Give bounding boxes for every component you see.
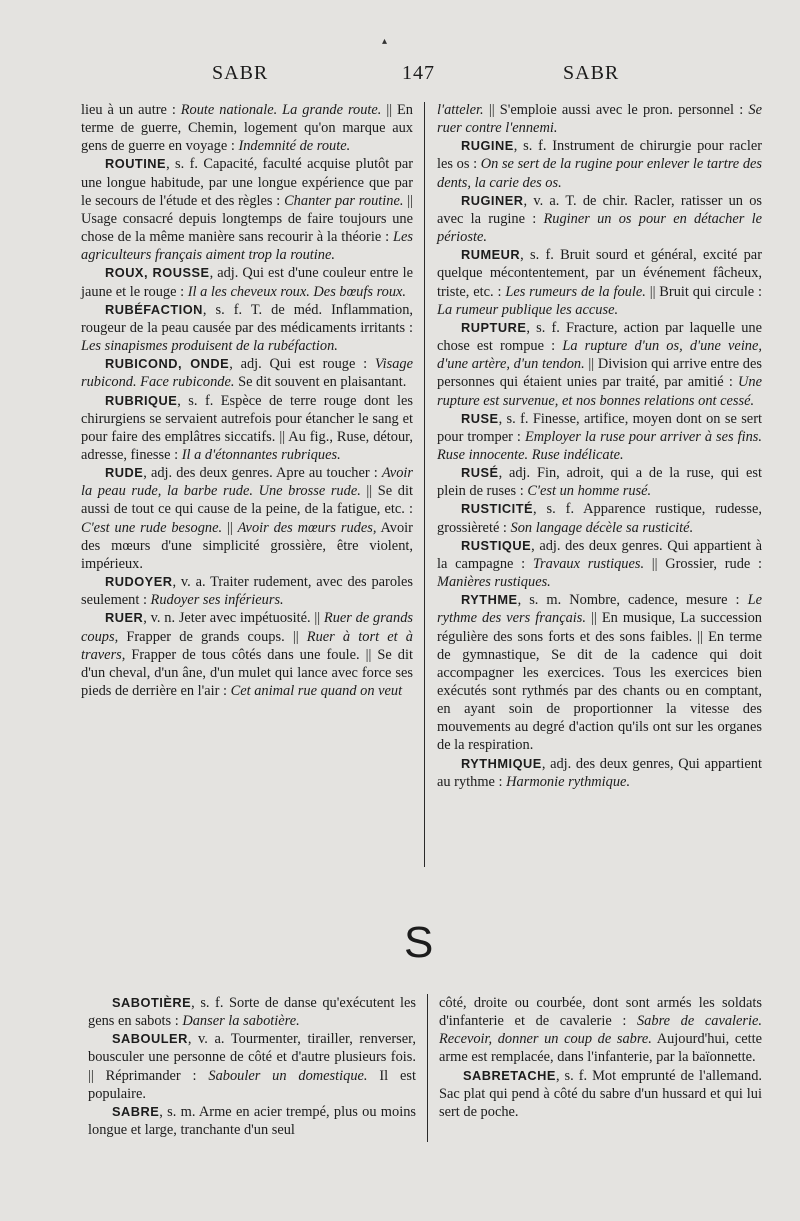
dictionary-entry	[81, 392, 413, 465]
definition-text: , s. f. Instrument de chirurgie pour racler les os :	[437, 138, 762, 173]
dictionary-entry	[81, 609, 413, 700]
definition-text: Il est populaire.	[88, 1067, 416, 1102]
running-head	[0, 62, 800, 92]
column-top-right	[437, 101, 762, 791]
definition-text: Aujourd'hui, cette arme est remplacée, dans l'infanterie, par la baïonnette.	[439, 1031, 762, 1066]
example-text: Avoir la peau rude, la barbe rude. Une brosse rude.	[81, 465, 413, 500]
example-text: Indemnité de route.	[238, 138, 351, 155]
definition-text: , v. a. Traiter rudement, avec des paroles seulement :	[81, 574, 413, 609]
definition-text: Se dit souvent en plaisantant.	[234, 374, 407, 391]
definition-text: , adj. des deux genres. Apre au toucher :	[143, 465, 382, 482]
example-text: Les sinapismes produisent de la rubéfaction.	[81, 338, 338, 355]
definition-text: , s. f. T. de méd. Inflammation, rougeur de la peau causée par des médicaments irritants :	[81, 301, 413, 336]
headword: RUSE	[461, 410, 499, 426]
example-text: On se sert de la rugine pour enlever le tartre des dents, la carie des os.	[437, 156, 763, 191]
headword: RUER	[105, 610, 144, 626]
example-text: Les agriculteurs français aiment trop la routine.	[81, 229, 413, 264]
definition-text: , s. f. Fracture, action par laquelle une chose est rompue :	[437, 319, 762, 355]
column-divider-top	[424, 102, 425, 867]
dictionary-entry	[437, 137, 762, 191]
example-text: Une rupture est survenue, et nos bonnes relations ont cessé.	[437, 374, 762, 409]
example-text: Danser la sabotière.	[182, 1013, 300, 1030]
dictionary-entry	[88, 994, 416, 1030]
example-text: Sabre de cavalerie. Recevoir, donner un coup de sabre.	[439, 1013, 763, 1048]
dictionary-entry	[437, 410, 762, 464]
example-text: Son langage décèle sa rusticité.	[510, 519, 694, 536]
example-text: La rumeur publique les accuse.	[437, 301, 619, 318]
headword: RUDE	[105, 465, 144, 481]
definition-text: , v. a. T. de chir. Racler, ratisser un os avec la rugine :	[437, 192, 762, 227]
example-text: Il a les cheveux roux. Des bœufs roux.	[187, 283, 407, 300]
example-text: Les rumeurs de la foule.	[505, 283, 646, 300]
definition-text: || Usage consacré depuis longtemps de faire toujours une chose de la même manière sans recourir à la théorie :	[81, 192, 413, 246]
example-text: Harmonie rythmique.	[506, 773, 631, 790]
headword: SABRETACHE	[463, 1067, 556, 1083]
example-text: Manières rustiques.	[437, 574, 551, 591]
example-text: Cet animal rue quand on veut	[230, 683, 403, 699]
definition-text: || Bruit qui circule :	[645, 283, 762, 300]
headword: RUGINER	[461, 192, 524, 208]
dictionary-entry	[437, 591, 762, 754]
definition-text: || Se dit aussi de tout ce qui cause de la peine, de la fatigue, etc. :	[81, 483, 414, 518]
example-text: Se ruer contre l'ennemi.	[437, 102, 762, 137]
running-head-right: SABR	[563, 62, 620, 84]
definition-text: || En terme de guerre, Chemin, logement qu'on marque aux gens de guerre en voyage :	[81, 102, 413, 155]
definition-text: || En musique, La succession régulière des sons forts et des sons faibles. || En terme de gymnastique, Se dit de la cadence qui doit accompagner les exercices. Tous les exercices bien exécutés sont rythmés par des chants ou en comptant, en ayant soin de proportionner la vitesse des mouvements au degré d'action qu'ils ont sur les organes de la respiration.	[437, 610, 763, 754]
headword: RUDOYER	[105, 574, 173, 590]
example-text: C'est un homme rusé.	[527, 483, 652, 500]
headword: RUSTIQUE	[461, 537, 532, 553]
example-text: Il a d'étonnantes rubriques.	[181, 446, 341, 463]
example-text: Rudoyer ses inférieurs.	[150, 592, 284, 609]
definition-text: , s. m. Arme en acier trempé, plus ou moins longue et large, tranchante d'un seul	[88, 1103, 416, 1139]
example-text: l'atteler.	[437, 102, 484, 118]
headword: RUPTURE	[461, 319, 527, 335]
definition-text: || Grossier, rude :	[644, 555, 762, 572]
definition-text: , s. f. Espèce de terre rouge dont les chirurgiens se servaient autrefois pour étancher le sang et pour faire des emplâtres siccatifs. || Au fig., Ruse, détour, adresse, finesse :	[81, 392, 413, 463]
example-text: Le rythme des vers français.	[437, 592, 762, 627]
definition-text: , s. m. Nombre, cadence, mesure :	[517, 592, 748, 609]
example-text: Travaux rustiques.	[532, 555, 645, 572]
example-text: La rupture d'un os, d'une veine, d'une artère, d'un tendon.	[437, 338, 762, 373]
headword: RUBÉFACTION	[105, 301, 203, 317]
headword: ROUTINE	[105, 156, 167, 172]
dictionary-entry	[81, 264, 413, 300]
section-letter: S	[404, 918, 434, 967]
dictionary-entry	[437, 246, 762, 319]
entry-continuation	[437, 101, 762, 137]
dictionary-entry	[81, 355, 413, 391]
definition-text: , s. f. Capacité, faculté acquise plutôt par une longue habitude, par une longue expérience que par le secours de l'étude et des règles :	[81, 156, 413, 209]
headword: RUBRIQUE	[105, 392, 178, 408]
dictionary-entry	[88, 1030, 416, 1103]
dictionary-entry	[81, 155, 413, 264]
definition-text: Avoir des mœurs d'une simplicité grossière, être violent, impérieux.	[81, 519, 413, 572]
definition-text: , s. f. Bruit sourd et général, excité par quelque mécontentement, par un événement fâcheux, triste, etc. :	[437, 247, 762, 300]
example-text: Sabouler un domestique.	[208, 1067, 368, 1084]
dictionary-entry	[81, 301, 413, 355]
example-text: Route nationale. La grande route.	[180, 102, 382, 118]
column-top-left	[81, 101, 413, 700]
example-text: Ruginer un os pour en détacher le périoste.	[437, 210, 762, 246]
example-text: Avoir des mœurs rudes,	[237, 519, 377, 536]
headword: ROUX, ROUSSE	[105, 265, 210, 281]
headword: RUBICOND, ONDE	[105, 356, 230, 372]
dictionary-entry	[437, 755, 762, 791]
dictionary-entry	[81, 573, 413, 609]
definition-text: , adj. Fin, adroit, qui a de la ruse, qui est plein de ruses :	[437, 465, 762, 500]
definition-text: || S'emploie aussi avec le pron. personnel :	[483, 102, 749, 118]
headword: RYTHMIQUE	[461, 755, 542, 771]
page-number: 147	[402, 62, 435, 84]
definition-text: || Division qui arrive entre des personnes qui étaient unies par traité, par amitié :	[437, 356, 762, 391]
headword: SABOULER	[112, 1031, 188, 1047]
definition-text: , s. f. Mot emprunté de l'allemand. Sac plat qui pend à côté du sabre d'un hussard et qui lui sert de poche.	[439, 1067, 762, 1120]
definition-text: ||	[222, 519, 238, 536]
dictionary-entry	[437, 537, 762, 591]
definition-text: , adj. des deux genres. Qui appartient à la campagne :	[437, 537, 762, 572]
definition-text: , adj. des deux genres, Qui appartient au rythme :	[437, 755, 762, 790]
dictionary-entry	[437, 500, 762, 536]
dictionary-entry	[437, 464, 762, 500]
definition-text: , adj. Qui est d'une couleur entre le jaune et le rouge :	[81, 265, 413, 300]
dictionary-entry	[437, 192, 762, 246]
definition-text: , v. n. Jeter avec impétuosité. ||	[143, 610, 324, 627]
headword: RYTHME	[461, 592, 518, 608]
headword: RUSTICITÉ	[461, 501, 534, 517]
headword: RUGINE	[461, 138, 514, 154]
definition-text: , adj. Qui est rouge :	[229, 356, 375, 373]
example-text: C'est une rude besogne.	[81, 519, 223, 536]
example-text: Ruer à tort et à travers,	[81, 628, 413, 663]
column-bottom-left	[88, 994, 416, 1139]
definition-text: , s. f. Sorte de danse qu'exécutent les gens en sabots :	[88, 995, 416, 1030]
column-divider-bottom	[427, 994, 428, 1142]
dictionary-entry	[81, 464, 413, 573]
definition-text: lieu à un autre :	[81, 102, 181, 118]
definition-text: , v. a. Tourmenter, tirailler, renverser, bousculer une personne de côté et d'autre plusieurs fois. || Réprimander :	[88, 1031, 416, 1084]
dictionary-entry	[439, 1067, 762, 1121]
running-head-left: SABR	[212, 62, 269, 84]
example-text: Ruer de grands coups,	[81, 610, 413, 645]
definition-text: , s. f. Apparence rustique, rudesse, grossièreté :	[437, 501, 762, 536]
example-text: Visage rubicond. Face rubiconde.	[81, 356, 414, 391]
definition-text: , s. f. Finesse, artifice, moyen dont on se sert pour tromper :	[437, 410, 762, 445]
headword: SABOTIÈRE	[112, 995, 192, 1010]
dictionary-entry	[437, 319, 762, 410]
definition-text: côté, droite ou courbée, dont sont armés les soldats d'infanterie et de cavalerie :	[439, 995, 762, 1030]
definition-text: Frapper de grands coups. ||	[118, 628, 307, 645]
headword: SABRE	[112, 1103, 160, 1119]
dictionary-entry	[88, 1103, 416, 1139]
entry-continuation	[81, 101, 413, 155]
ink-speck: ▴	[382, 36, 388, 47]
headword: RUMEUR	[461, 247, 521, 263]
definition-text: Frapper de tous côtés dans une foule. || Se dit d'un cheval, d'un âne, d'un mulet qui lance avec force ses pieds de derrière en l'air :	[81, 646, 413, 699]
example-text: Chanter par routine.	[284, 192, 404, 209]
headword: RUSÉ	[461, 465, 499, 481]
entry-continuation	[439, 994, 762, 1067]
column-bottom-right	[439, 994, 762, 1121]
example-text: Employer la ruse pour arriver à ses fins. Ruse innocente. Ruse indélicate.	[437, 428, 762, 463]
